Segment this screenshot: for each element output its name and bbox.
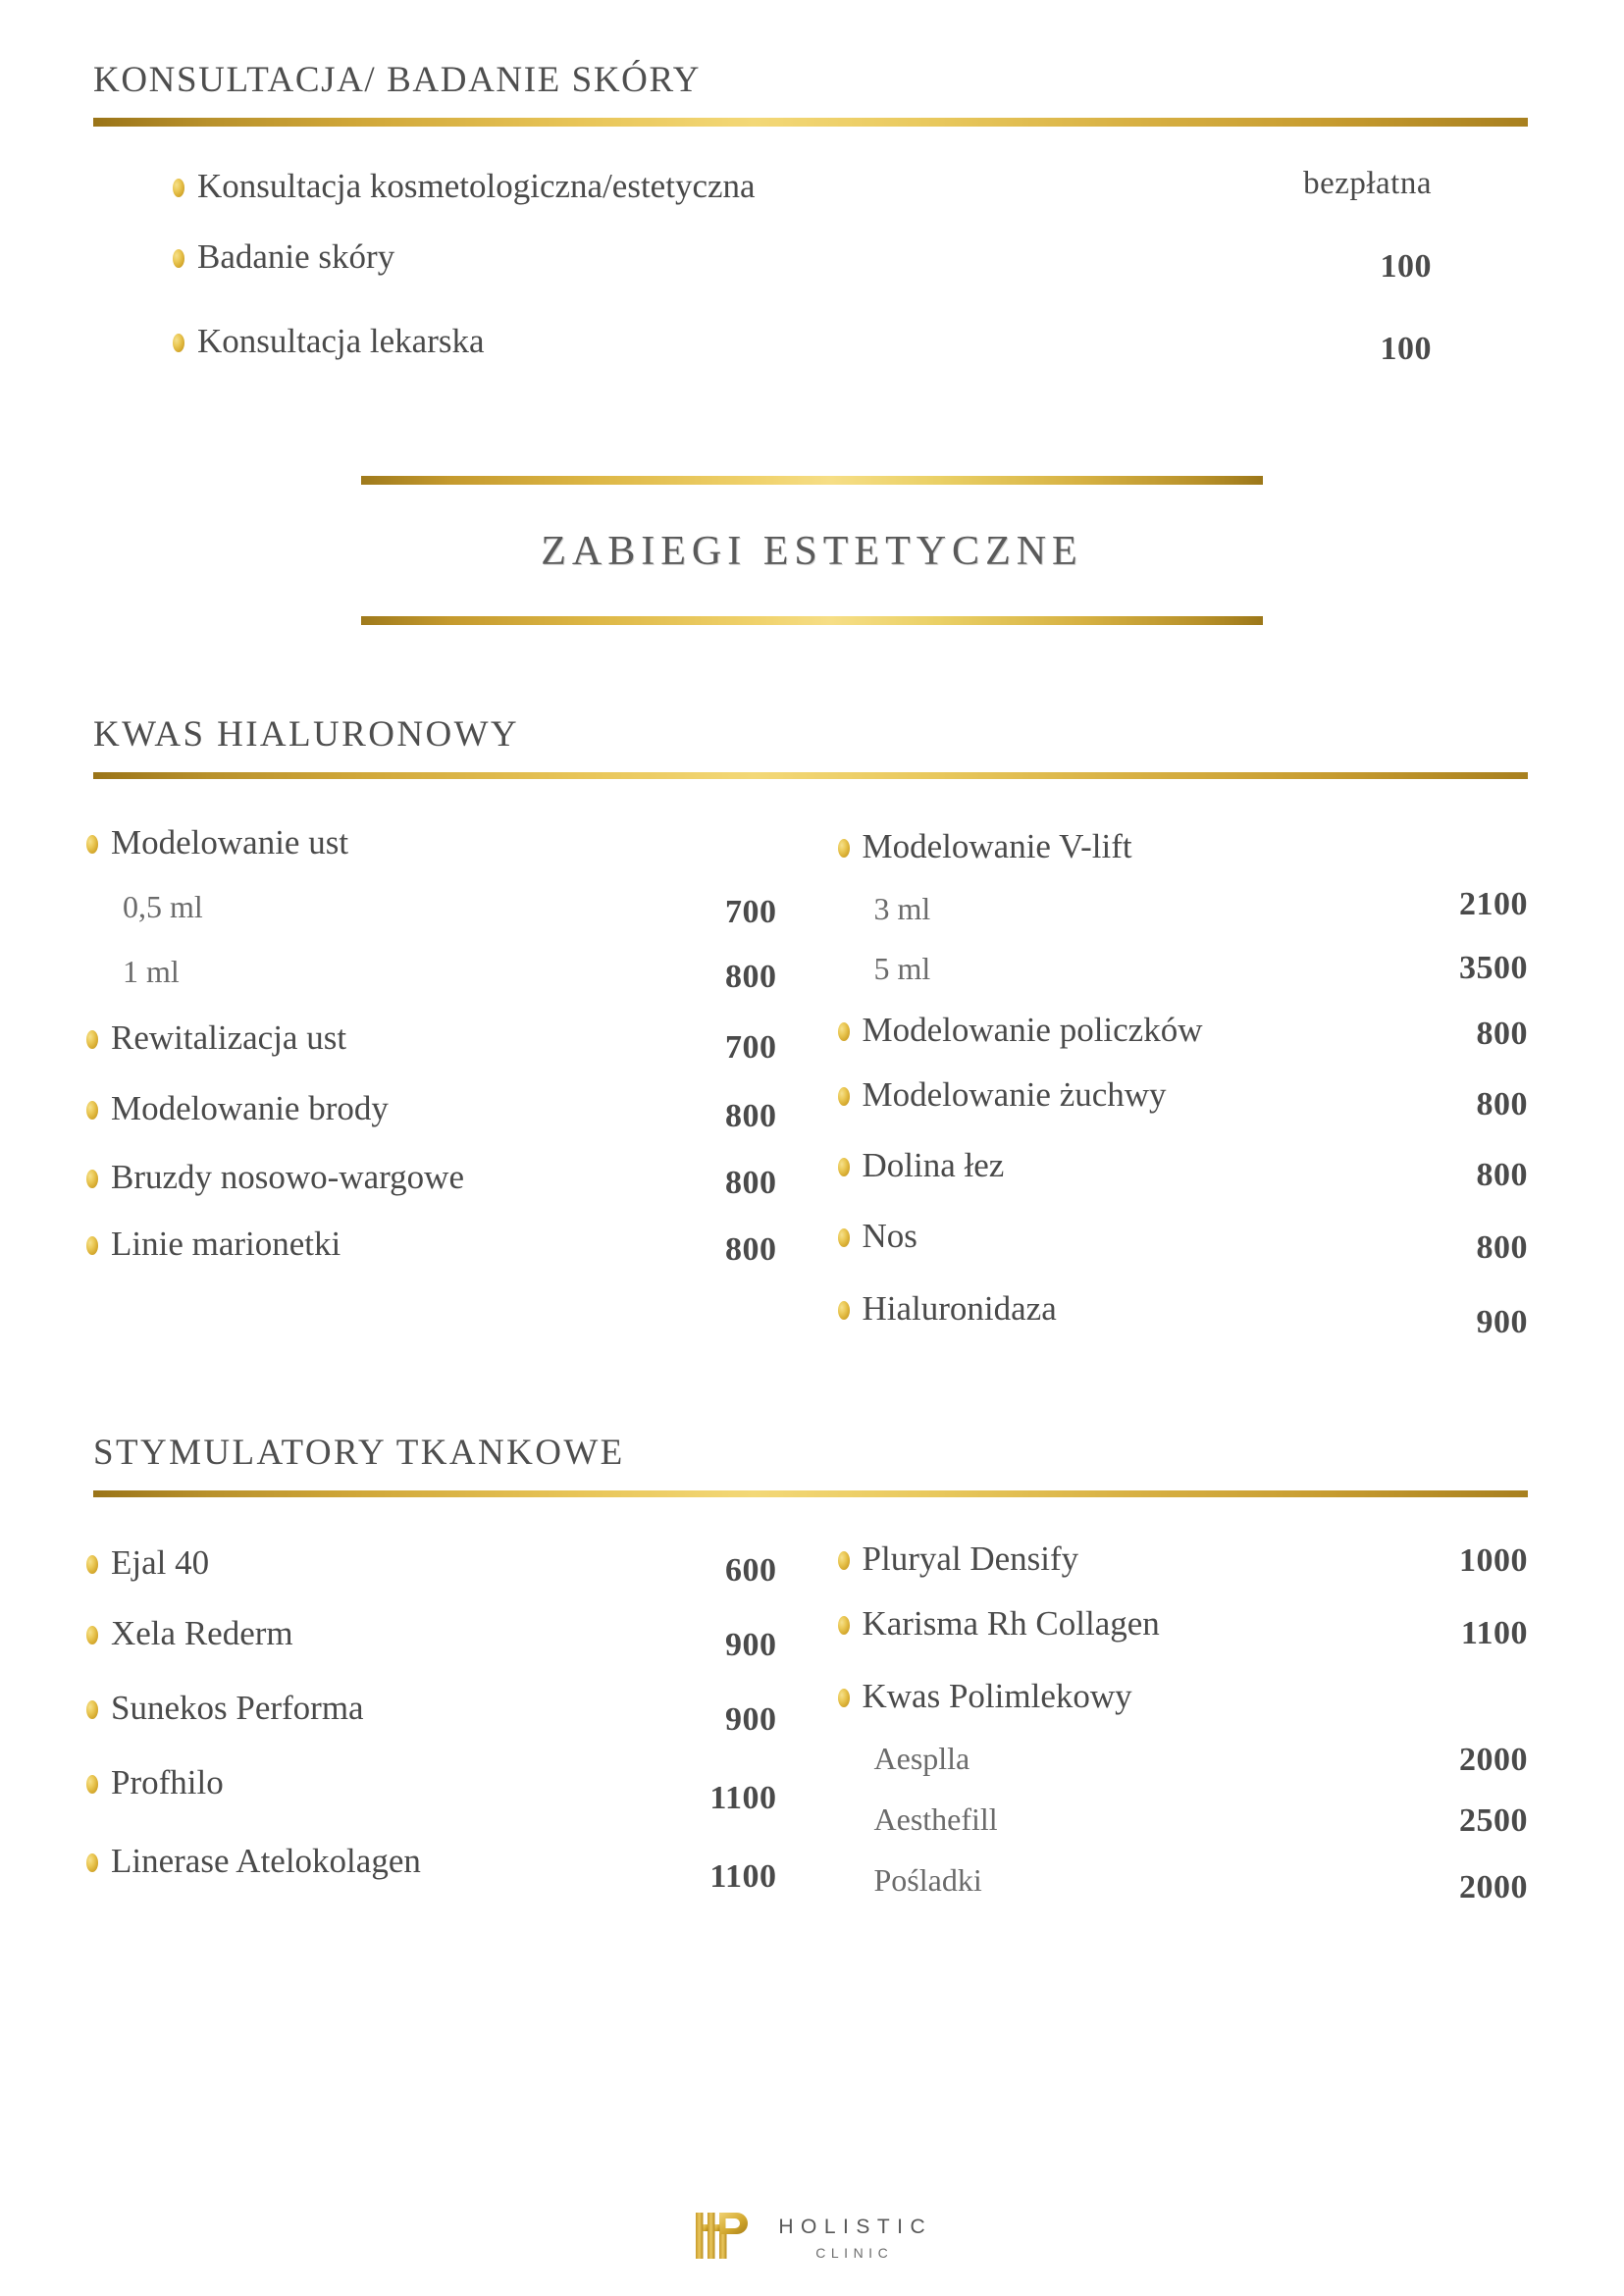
list-item: [838, 885, 1529, 928]
list-item: [838, 1861, 1529, 1906]
item-price: bezpłatna: [1303, 165, 1432, 201]
column-left: [86, 1542, 812, 1906]
item-price: 800: [725, 1164, 777, 1201]
item-label: Sunekos Performa: [111, 1688, 364, 1727]
item-price: 900: [725, 1626, 777, 1663]
list-item: [86, 1613, 777, 1664]
item-label: Linie marionetki: [111, 1224, 341, 1263]
section-title-stymulatory-tkankowe: STYMULATORY TKANKOWE: [93, 1432, 625, 1473]
brand-subtitle: CLINIC: [815, 2244, 894, 2261]
bullet-icon: [838, 1301, 850, 1320]
bullet-icon: [86, 835, 98, 854]
item-label: Xela Rederm: [111, 1613, 293, 1652]
bullet-icon: [86, 1775, 98, 1794]
gold-divider: [93, 772, 1528, 779]
banner-gold-bar-top: [361, 476, 1263, 485]
item-price: 2500: [1459, 1801, 1528, 1839]
bullet-icon: [86, 1170, 98, 1188]
item-price: 600: [725, 1551, 777, 1589]
bullet-icon: [173, 249, 184, 268]
item-price: 800: [725, 958, 777, 995]
list-item: [86, 1542, 777, 1590]
gold-divider: [93, 1490, 1528, 1497]
section-title-kwas-hialuronowy: KWAS HIALURONOWY: [93, 714, 520, 756]
list-item: [838, 1800, 1529, 1840]
brand-wordmark: [771, 2217, 932, 2260]
list-item: [838, 1603, 1529, 1652]
item-price: 3500: [1459, 949, 1528, 986]
holistic-clinic-monogram-icon: [692, 2205, 753, 2270]
bullet-icon: [838, 1551, 850, 1570]
list-item: [838, 1676, 1529, 1718]
bullet-icon: [86, 1626, 98, 1644]
list-item: [86, 822, 777, 864]
konsultacja-rows: [0, 127, 1624, 369]
item-price: 1100: [709, 1857, 777, 1895]
item-label: Pluryal Densify: [862, 1539, 1079, 1578]
list-item: [838, 1074, 1529, 1123]
item-price: 100: [1380, 331, 1432, 368]
sub-item-label: 5 ml: [873, 950, 931, 986]
sub-item-label: 1 ml: [123, 953, 180, 989]
list-item: [86, 953, 777, 996]
stymulatory-rows: [0, 1497, 1624, 1906]
column-right: [812, 822, 1529, 1341]
item-label: Badanie skóry: [197, 237, 395, 277]
item-price: 2000: [1459, 1741, 1528, 1778]
sub-item-label: 0,5 ml: [123, 888, 203, 924]
list-item: [86, 1018, 777, 1067]
column-right: [812, 1539, 1529, 1906]
list-item: [838, 1145, 1529, 1194]
item-label: Rewitalizacja ust: [111, 1018, 347, 1057]
bullet-icon: [86, 1555, 98, 1574]
list-item: [173, 321, 1432, 368]
footer-logo: [0, 2205, 1624, 2270]
item-price: 800: [1476, 1085, 1528, 1122]
item-price: 800: [1476, 1228, 1528, 1266]
list-item: [838, 950, 1529, 988]
bullet-icon: [86, 1101, 98, 1120]
bullet-icon: [86, 1030, 98, 1049]
item-label: Dolina łez: [862, 1145, 1005, 1184]
bullet-icon: [838, 1689, 850, 1707]
item-price: 1000: [1459, 1541, 1528, 1579]
item-price: 700: [725, 1028, 777, 1066]
list-item: [86, 888, 777, 931]
bullet-icon: [838, 1158, 850, 1176]
column-left: [86, 822, 812, 1341]
list-item: [86, 1762, 777, 1817]
item-label: Modelowanie ust: [111, 823, 349, 862]
banner-gold-bar-bottom: [361, 616, 1263, 625]
bullet-icon: [838, 1228, 850, 1247]
banner-zabiegi-estetyczne: [0, 476, 1624, 625]
item-label: Hialuronidaza: [862, 1288, 1057, 1328]
sub-item-label: Pośladki: [873, 1861, 982, 1898]
bullet-icon: [173, 179, 184, 197]
list-item: [838, 1539, 1529, 1581]
bullet-icon: [86, 1236, 98, 1255]
bullet-icon: [838, 1087, 850, 1106]
sub-item-label: 3 ml: [873, 890, 931, 926]
list-item: [173, 236, 1432, 286]
section-stymulatory-tkankowe: [0, 1434, 1624, 1906]
list-item: [838, 1010, 1529, 1053]
item-price: 800: [725, 1230, 777, 1268]
list-item: [838, 1740, 1529, 1779]
bullet-icon: [838, 1022, 850, 1041]
item-label: Konsultacja lekarska: [197, 322, 485, 361]
item-label: Karisma Rh Collagen: [862, 1604, 1160, 1644]
item-label: Modelowanie brody: [111, 1088, 389, 1127]
item-label: Kwas Polimlekowy: [862, 1677, 1132, 1716]
gold-divider: [93, 118, 1528, 127]
section-kwas-hialuronowy: [0, 715, 1624, 1340]
list-item: [86, 1157, 777, 1202]
item-price: 800: [725, 1097, 777, 1134]
item-label: Profhilo: [111, 1762, 224, 1801]
item-label: Modelowanie V-lift: [862, 827, 1132, 866]
banner-title: ZABIEGI ESTETYCZNE: [541, 529, 1083, 575]
list-item: [86, 1224, 777, 1269]
bullet-icon: [838, 1616, 850, 1635]
list-item: [86, 1841, 777, 1896]
item-label: Modelowanie żuchwy: [862, 1074, 1167, 1114]
item-price: 1100: [1460, 1615, 1528, 1652]
item-price: 100: [1380, 248, 1432, 286]
item-label: Konsultacja kosmetologiczna/estetyczna: [197, 166, 756, 205]
list-item: [838, 826, 1529, 868]
list-item: [838, 1288, 1529, 1341]
item-label: Bruzdy nosowo-wargowe: [111, 1157, 464, 1196]
item-label: Nos: [862, 1216, 917, 1255]
item-label: Ejal 40: [111, 1542, 210, 1582]
sub-item-label: Aesthefill: [873, 1800, 998, 1837]
item-price: 2000: [1459, 1868, 1528, 1905]
bullet-icon: [86, 1853, 98, 1872]
bullet-icon: [173, 334, 184, 352]
item-price: 800: [1476, 1156, 1528, 1193]
item-label: Linerase Atelokolagen: [111, 1841, 421, 1880]
list-item: [86, 1088, 777, 1135]
item-price: 2100: [1459, 885, 1528, 922]
item-label: Modelowanie policzków: [862, 1010, 1203, 1049]
sub-item-label: Aesplla: [873, 1740, 970, 1776]
section-konsultacja: [0, 61, 1624, 368]
bullet-icon: [86, 1700, 98, 1719]
item-price: 800: [1476, 1015, 1528, 1052]
list-item: [838, 1216, 1529, 1267]
item-price: 900: [1476, 1303, 1528, 1340]
item-price: 900: [725, 1700, 777, 1738]
bullet-icon: [838, 839, 850, 858]
brand-name: HOLISTIC: [778, 2215, 933, 2238]
list-item: [173, 166, 1432, 208]
item-price: 700: [725, 893, 777, 930]
item-price: 1100: [709, 1779, 777, 1816]
list-item: [86, 1688, 777, 1739]
section-title-konsultacja: KONSULTACJA/ BADANIE SKÓRY: [93, 60, 702, 100]
kwas-rows: [0, 779, 1624, 1341]
